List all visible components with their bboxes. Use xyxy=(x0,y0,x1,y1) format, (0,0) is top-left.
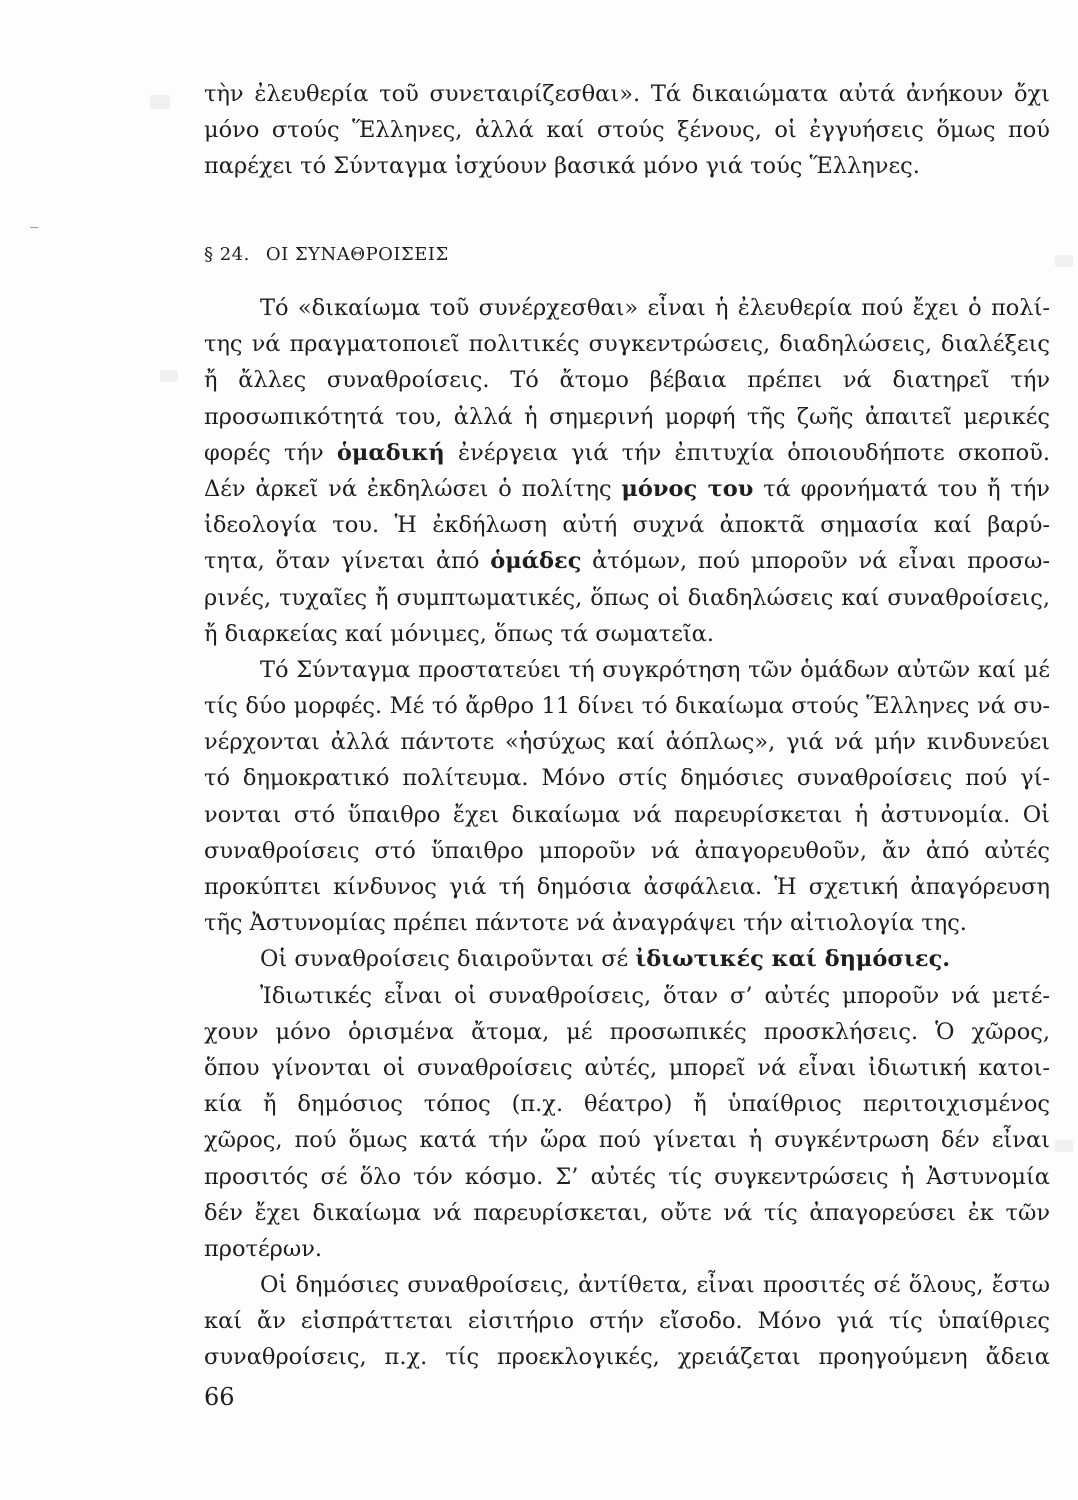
text-run: τά φρονήματά του ἤ τήν xyxy=(753,475,1050,502)
text-line: τίς δύο μορφές. Μέ τό ἄρθρο 11 δίνει τό δικαίωμα στούς Ἕλληνες νά συ- xyxy=(204,693,1050,720)
text-line: προκύπτει κίνδυνος γιά τή δημόσια ἀσφάλεια. Ἡ σχετική ἀπαγόρευση xyxy=(204,874,1050,900)
body-text xyxy=(204,290,1050,1376)
text-line: καί ἄν εἰσπράττεται εἰσιτήριο στήν εἴσοδο. Μόνο γιά τίς ὑπαίθριες xyxy=(204,1308,1050,1335)
text-line: ρινές, τυχαῖες ἤ συμπτωματικές, ὅπως οἱ διαδηλώσεις καί συναθροίσεις, xyxy=(204,584,1050,611)
text-run: ἐνέργεια γιά τήν ἐπιτυχία ὁποιουδήποτε σκοποῦ. xyxy=(444,439,1051,466)
text-line: κία ἤ δημόσιος τόπος (π.χ. θέατρο) ἤ ὑπαίθριος περιτοιχισμένος xyxy=(204,1091,1050,1118)
emphasis-text: μόνος του xyxy=(621,475,754,502)
text-line: χῶρος, πού ὅμως κατά τήν ὥρα πού γίνεται ἡ συγκέντρωση δέν εἶναι xyxy=(204,1127,1050,1154)
emphasis-text: ἰδιωτικές καί δημόσιες. xyxy=(635,946,951,973)
section-heading xyxy=(204,244,449,265)
top-paragraph xyxy=(204,76,1050,185)
page-number: 66 xyxy=(204,1383,235,1411)
text-line: ὅπου γίνονται οἱ συναθροίσεις αὐτές, μπορεῖ νά εἶναι ἰδιωτική κατοι- xyxy=(204,1054,1050,1081)
text-line: παρέχει τό Σύνταγμα ἰσχύουν βασικά μόνο γιά τούς Ἕλληνες. xyxy=(204,153,920,180)
text-run: τητα, ὅταν γίνεται ἀπό xyxy=(204,548,491,575)
text-line xyxy=(204,941,1050,977)
section-title: ΟΙ ΣΥΝΑΘΡΟΙΣΕΙΣ xyxy=(265,244,449,265)
emphasis-text: ὁμάδες xyxy=(490,548,582,575)
show-through-mark xyxy=(150,95,170,109)
text-line: νέρχονται ἀλλά πάντοτε «ἡσύχως καί ἀόπλως», γιά νά μήν κινδυνεύει xyxy=(204,729,1050,756)
text-line: δέν ἔχει δικαίωμα νά παρευρίσκεται, οὔτε νά τίς ἀπαγορεύσει ἐκ τῶν xyxy=(204,1199,1050,1226)
text-line: Τό «δικαίωμα τοῦ συνέρχεσθαι» εἶναι ἡ ἐλευθερία πού ἔχει ὁ πολί- xyxy=(260,295,1050,321)
text-line: συναθροίσεις, π.χ. τίς προεκλογικές, χρειάζεται προηγούμενη ἄδεια xyxy=(204,1344,1050,1371)
text-line: τῆς Ἀστυνομίας πρέπει πάντοτε νά ἀναγράψει τήν αἰτιολογία της. xyxy=(204,910,967,937)
text-line: χουν μόνο ὁρισμένα ἄτομα, μέ προσωπικές προσκλήσεις. Ὁ χῶρος, xyxy=(204,1018,1050,1045)
text-line xyxy=(204,543,1050,579)
text-line: προσιτός σέ ὅλο τόν κόσμο. Σ’ αὐτές τίς συγκεντρώσεις ἡ Ἀστυνομία xyxy=(204,1163,1050,1190)
emphasis-text: ὁμαδική xyxy=(336,439,445,466)
text-line xyxy=(204,471,1050,507)
text-line: μόνο στούς Ἕλληνες, ἀλλά καί στούς ξένους, οἱ ἐγγυήσεις ὅμως πού xyxy=(204,117,1050,144)
show-through-mark xyxy=(1055,255,1073,267)
text-line: ἰδεολογία του. Ἡ ἐκδήλωση αὐτή συχνά ἀποκτᾶ σημασία καί βαρύ- xyxy=(204,512,1050,539)
text-line: ἤ ἄλλες συναθροίσεις. Τό ἄτομο βέβαια πρέπει νά διατηρεῖ τήν xyxy=(204,367,1050,394)
text-run: ἀτόμων, πού μποροῦν νά εἶναι προσω- xyxy=(581,548,1050,575)
text-line: Ἰδιωτικές εἶναι οἱ συναθροίσεις, ὅταν σ’ αὐτές μποροῦν νά μετέ- xyxy=(260,982,1050,1009)
text-line xyxy=(204,435,1050,471)
text-line: τὴν ἐλευθερία τοῦ συνεταιρίζεσθαι». Τά δικαιώματα αὐτά ἀνήκουν ὄχι xyxy=(204,81,1050,107)
text-line: τό δημοκρατικό πολίτευμα. Μόνο στίς δημόσιες συναθροίσεις πού γί- xyxy=(204,765,1050,792)
text-line: συναθροίσεις στό ὕπαιθρο μποροῦν νά ἀπαγορευθοῦν, ἄν ἀπό αὐτές xyxy=(204,837,1050,864)
text-line: ἤ διαρκείας καί μόνιμες, ὅπως τά σωματεῖα. xyxy=(204,620,715,647)
text-run: Οἱ συναθροίσεις διαιροῦνται σέ xyxy=(260,946,636,973)
text-run: Δέν ἀρκεῖ νά ἐκδηλώσει ὁ πολίτης xyxy=(204,475,622,502)
text-line: Οἱ δημόσιες συναθροίσεις, ἀντίθετα, εἶναι προσιτές σέ ὅλους, ἔστω xyxy=(260,1272,1050,1299)
section-number: § 24. xyxy=(204,244,250,265)
text-line: νονται στό ὕπαιθρο ἔχει δικαίωμα νά παρευρίσκεται ἡ ἀστυνομία. Οἱ xyxy=(204,801,1050,828)
show-through-mark xyxy=(160,370,178,382)
edge-tick-mark xyxy=(30,227,38,228)
text-line: προσωπικότητά του, ἀλλά ἡ σημερινή μορφή τῆς ζωῆς ἀπαιτεῖ μερικές xyxy=(204,403,1050,430)
text-line: της νά πραγματοποιεῖ πολιτικές συγκεντρώσεις, διαδηλώσεις, διαλέξεις xyxy=(204,331,1050,358)
text-run: φορές τήν xyxy=(204,439,337,466)
text-line: προτέρων. xyxy=(204,1235,323,1262)
text-line: Τό Σύνταγμα προστατεύει τή συγκρότηση τῶν ὁμάδων αὐτῶν καί μέ xyxy=(260,656,1050,683)
show-through-mark xyxy=(1055,1140,1073,1152)
